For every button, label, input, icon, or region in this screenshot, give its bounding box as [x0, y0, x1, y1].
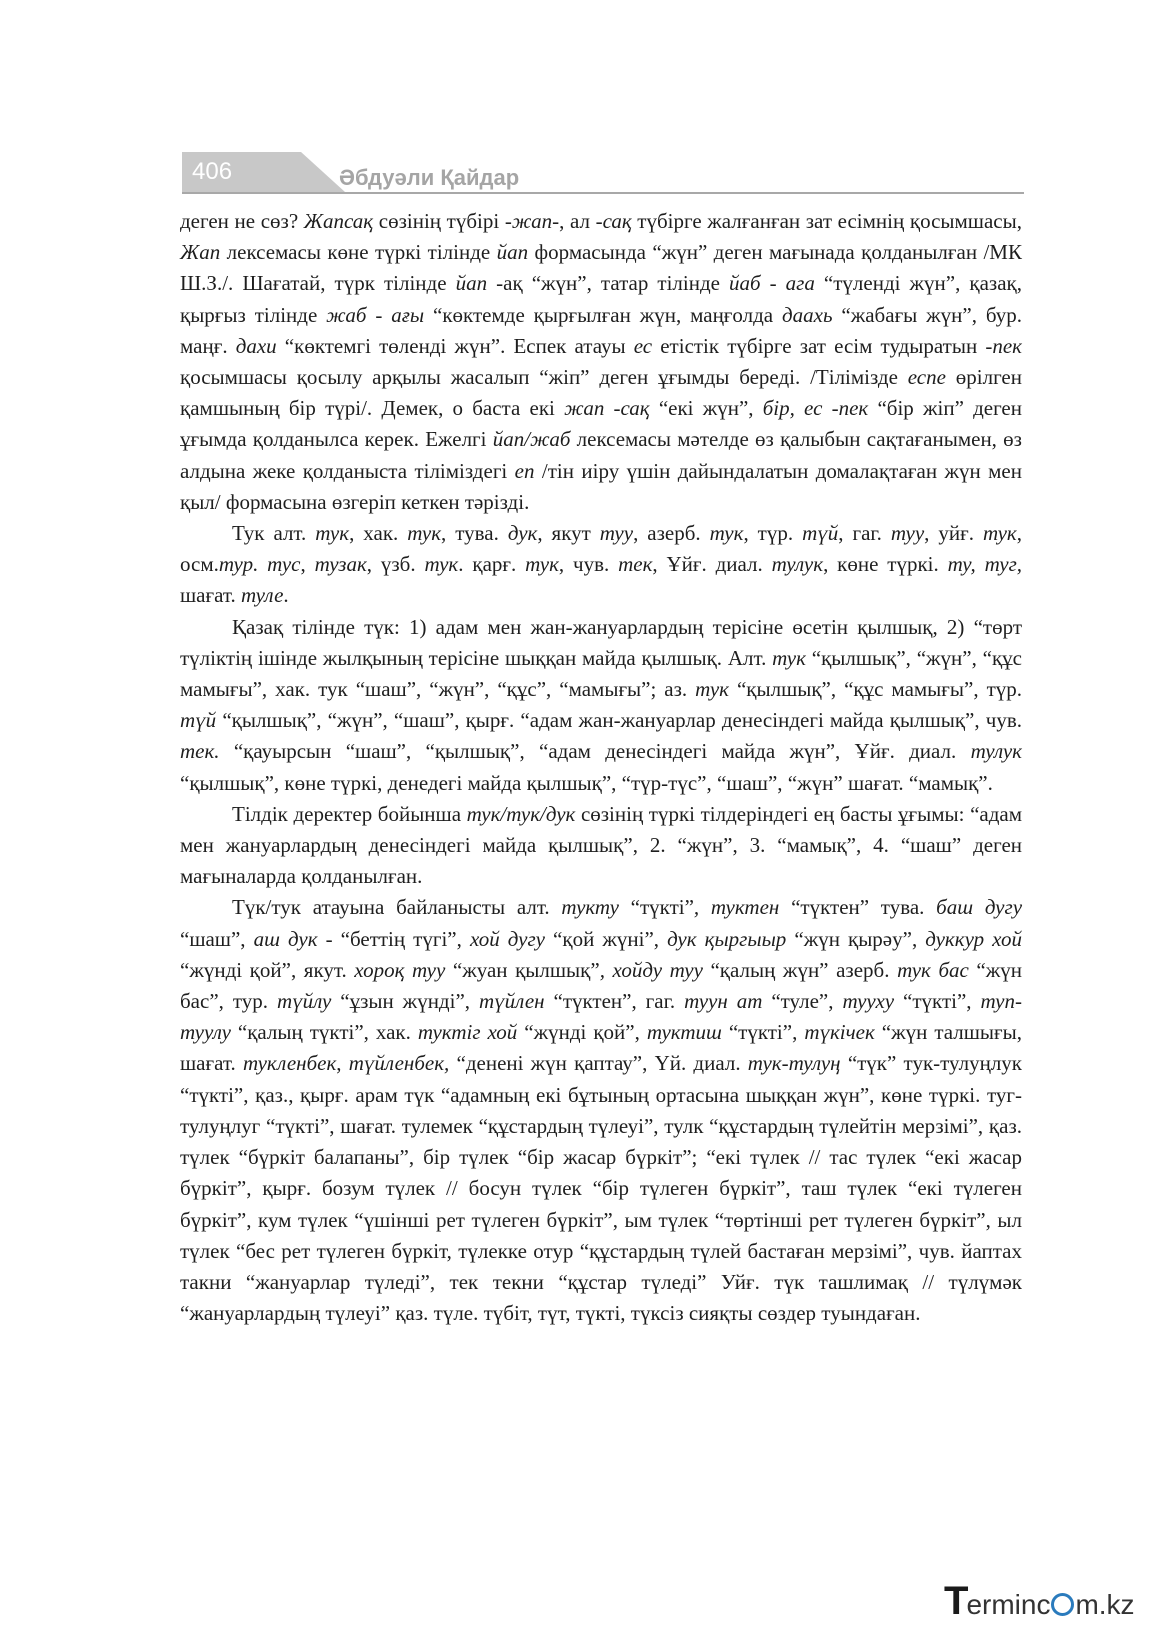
text-run: /тін иіру үшін дайындалатын домалақтаған жүн мен қыл/ формасына өзгеріп кеткен тәрізді.: [180, 458, 1022, 514]
text-run: “түктен”, гаг.: [544, 989, 685, 1014]
text-run: лексемасы көне түркі тілінде: [220, 240, 497, 265]
italic-term: тек: [618, 552, 653, 577]
text-run: ,: [300, 552, 315, 577]
italic-term: тукленбек: [242, 1051, 337, 1076]
watermark-o-ring-icon: [1051, 1593, 1074, 1616]
text-run: түбірге жалғанған зат есімнің қосымшасы,: [631, 209, 1022, 233]
text-run: -ақ “жүн”, татар тілінде: [487, 271, 730, 296]
paragraph: [180, 206, 1022, 518]
italic-term: хой дугу: [469, 926, 545, 951]
text-run: лексемасы мәтелде өз қалыбын сақтағанымен, өз алдына жеке қолданыста тіліміздегі: [180, 427, 1022, 483]
italic-term: , хойду туу: [599, 957, 703, 982]
italic-term: тук: [695, 677, 729, 702]
text-run: “жуан қылшық”: [445, 957, 600, 982]
running-head-author: Әбдуәли Қайдар: [339, 165, 520, 190]
italic-term: йап: [496, 240, 529, 265]
italic-term: тулук: [771, 552, 824, 577]
italic-term: тукту: [561, 895, 619, 920]
italic-term: түкічек: [804, 1020, 875, 1045]
italic-term: туп-туулу: [180, 989, 1022, 1045]
text-run: , ал: [559, 209, 596, 233]
text-run: “қылшық”, “жүн”, “құс мамығы”, хак. тук “шаш”, “жүн”, “құс”, “мамығы”; аз.: [180, 645, 1022, 702]
italic-term: тук бас: [897, 957, 969, 982]
text-run: , түр.: [743, 521, 803, 546]
italic-term: жап -сақ: [564, 396, 650, 421]
text-run: формасында “жүн” деген мағынада қолданылған /МК Ш.З./. Шағатай, түрк тілінде: [180, 240, 1022, 296]
paragraph: [180, 518, 1022, 612]
text-run: сөзінің түбірі: [373, 209, 505, 233]
text-run: , чув.: [558, 552, 619, 577]
text-run: “жүнді қой”,: [517, 1020, 647, 1045]
italic-term: тук: [424, 552, 459, 577]
text-run: “қой жүні”,: [544, 926, 668, 951]
watermark-text-end: m.kz: [1075, 1589, 1135, 1620]
text-run: өрілген қамшының бір түрі/. Демек, о баста екі: [180, 365, 1022, 421]
italic-term: даахь: [782, 302, 833, 327]
text-run: “түкті”,: [721, 1020, 805, 1045]
text-run: шағат.: [180, 583, 241, 608]
text-run: “шаш”,: [180, 926, 254, 951]
italic-term: түйлен: [478, 989, 545, 1014]
text-run: етістік түбірге зат есім тудыратын: [652, 333, 986, 358]
italic-term: тук: [525, 552, 559, 577]
italic-term: йап: [455, 271, 488, 296]
text-run: , хак.: [349, 521, 408, 546]
termincom-watermark[interactable]: [944, 1579, 1135, 1623]
italic-term: тук-тулуң: [747, 1051, 841, 1076]
text-run: , көне түркі.: [823, 552, 948, 577]
italic-term: тек.: [180, 739, 220, 764]
italic-term: тук: [315, 521, 350, 546]
italic-term: түйленбек,: [348, 1051, 450, 1076]
italic-term: туктиш: [646, 1020, 722, 1045]
italic-term: тук: [982, 521, 1017, 546]
text-run: “денені жүн қаптау”, Үй. диал.: [449, 1051, 748, 1076]
italic-term: дук қыргыыр: [667, 926, 787, 951]
text-run: Тук алт.: [232, 521, 316, 546]
text-run: , Ұйғ. диал.: [652, 552, 772, 577]
text-run: “қылшық”, көне түркі, денедегі майда қылшық”, “түр-түс”, “шаш”, “жүн” шағат. “мамық”.: [180, 770, 993, 795]
text-run: “қалың жүн” азерб.: [702, 957, 898, 982]
text-run: деген не сөз?: [180, 209, 304, 233]
text-run: Тілдік деректер бойынша: [232, 801, 467, 826]
text-run: “жүн талшығы, шағат.: [180, 1020, 1022, 1076]
text-run: , тува.: [441, 521, 508, 546]
italic-term: тук: [709, 521, 744, 546]
watermark-text-start: erminc: [966, 1589, 1051, 1620]
text-run: “түкті”,: [894, 989, 981, 1014]
italic-term: түй: [180, 708, 217, 733]
italic-term: йаб - ага: [729, 271, 815, 296]
italic-term: туктіг хой: [417, 1020, 518, 1045]
text-run: “бір жіп” деген ұғымда қолданылса керек. Ежелгі: [180, 396, 1022, 452]
text-run: “жүн бас”, тур.: [180, 957, 1022, 1014]
page-number: 406: [192, 158, 233, 185]
italic-term: ес: [633, 333, 653, 358]
text-run: , уйғ.: [924, 521, 983, 546]
text-run: . қарғ.: [458, 552, 526, 577]
page-number-block: [182, 152, 276, 192]
text-run: Түк/тук атауына байланысты алт.: [232, 895, 562, 920]
paragraph: [180, 612, 1022, 799]
text-run: “түленді жүн”, қазақ, қырғыз тілінде: [180, 271, 1022, 327]
paragraph: [180, 799, 1022, 893]
text-run: , гаг.: [838, 521, 891, 546]
text-run: “түк” тук-тулуңлук “түкті”, қаз., қырғ. арам түк “адамның екі бұтының ортасына шыққан жүн”, көне түркі. туг-тулуңлуг “түкті”, шағат. тулемек “құстардың түлеуі”, тулк “құстардың түлейтін мерзімі”, қаз. түлек “бүркіт балапаны”, бір түлек “бір жасар бүркіт”; “екі түлек // тас түлек “екі жасар бүркіт”, қырғ. бозум түлек // босун түлек “бір түлеген бүркіт”, таш түлек “екі түлеген бүркіт”, кум түлек “үшінші рет түлеген бүркіт”, ым түлек “төртінші рет түлеген бүркіт”, ыл түлек “бес рет түлеген бүркіт, түлекке отур “құстардың түлей бастаған мерзімі”, чув. йаптах такни “жануарлар түледі”, тек текни “құстар түледі” Уйғ. түк ташлимақ // түлүмәк “жануарлардың түлеуі” қаз. түле. түбіт, түт, түкті, түксіз сияқты сөздер туындаған.: [180, 1051, 1023, 1326]
italic-term: тук/тук/дук: [466, 801, 576, 826]
italic-term: -жап-: [504, 209, 560, 233]
italic-term: түйлу: [276, 989, 332, 1014]
text-run: “қылшық”, “құс мамығы”, түр.: [728, 677, 1022, 702]
italic-term: тууху: [842, 989, 895, 1014]
text-run: “қылшық”, “жүн”, “шаш”, қырғ. “адам жан-жануарлар денесіндегі майда қылшық”, чув.: [216, 708, 1022, 733]
text-run: “көктемде қырғылған жүн, маңғолда: [424, 302, 783, 327]
italic-term: аш дук: [253, 926, 318, 951]
paragraph: [180, 892, 1022, 1329]
text-run: “қалың түкті”, хак.: [230, 1020, 418, 1045]
italic-term: жаб - ағы: [326, 302, 425, 327]
italic-term: туле: [240, 583, 284, 608]
watermark-t-letter: T: [944, 1579, 967, 1623]
italic-term: Жапсақ: [303, 209, 374, 233]
text-run: , осм.: [180, 521, 1022, 577]
text-run: “түктен” тува.: [779, 895, 937, 920]
text-run: “екі жүн”,: [649, 396, 763, 421]
text-run: қосымшасы қосылу арқылы жасалып “жіп” деген ұғымды береді. /Тілімізде: [180, 365, 908, 390]
italic-term: тук: [407, 521, 442, 546]
text-run: сөзінің түркі тілдеріндегі ең басты ұғымы: “адам мен жануарлардың денесіндегі майда қылшық”, 2. “жүн”, 3. “мамық”, 4. “шаш” деген мағыналарда қолданылған.: [180, 801, 1023, 889]
text-run: , якут: [537, 521, 600, 546]
italic-term: туун ат: [684, 989, 763, 1014]
header-rule: [182, 192, 1024, 194]
italic-term: дахи: [235, 333, 277, 358]
italic-term: Жап: [180, 240, 221, 265]
italic-term: ту, туг,: [947, 552, 1023, 577]
text-run: “туле”,: [762, 989, 843, 1014]
text-run: .: [283, 583, 289, 608]
text-run: “ұзын жүнді”,: [331, 989, 479, 1014]
italic-term: хороқ туу: [354, 957, 446, 982]
italic-term: туу: [890, 521, 925, 546]
italic-term: түй: [802, 521, 839, 546]
italic-term: дук: [507, 521, 538, 546]
text-run: , азерб.: [633, 521, 710, 546]
italic-term: , туктен: [693, 895, 780, 920]
italic-term: -пек: [985, 333, 1022, 358]
text-run: - “беттің түгі”,: [317, 926, 470, 951]
italic-term: дуккур хой: [925, 926, 1022, 951]
italic-term: тузак: [314, 552, 367, 577]
italic-term: йап/жаб: [492, 427, 571, 452]
text-run: “жүнді қой”, якут.: [180, 957, 355, 982]
italic-term: бір, ес -пек: [762, 396, 869, 421]
italic-term: туу: [599, 521, 634, 546]
italic-term: тук: [772, 645, 806, 670]
text-run: ,: [336, 1051, 349, 1076]
italic-term: -сақ: [595, 209, 632, 233]
italic-term: тур. тус: [218, 552, 301, 577]
italic-term: тулук: [970, 739, 1022, 764]
text-run: Қазақ тілінде түк: 1) адам мен жан-жануарлардың терісіне өсетін қылшық, 2) “төрт түліктің ішінде жылқының терісіне шыққан майда қылшық. Алт.: [180, 614, 1022, 670]
text-run: “түкті”: [618, 895, 694, 920]
italic-term: баш дугу: [936, 895, 1023, 920]
text-run: “көктемгі төленді жүн”. Еспек атауы: [276, 333, 634, 358]
body-text: [180, 206, 1022, 1329]
italic-term: еп: [514, 458, 535, 483]
page-header: [182, 152, 1024, 196]
text-run: “жүн қырәу”,: [786, 926, 926, 951]
text-run: “жабағы жүн”, бур. маңғ.: [180, 302, 1022, 358]
italic-term: еспе: [907, 365, 946, 390]
text-run: , үзб.: [366, 552, 425, 577]
text-run: “қауырсын “шаш”, “қылшық”, “адам денесіндегі майда жүн”, Ұйғ. диал.: [219, 739, 971, 764]
